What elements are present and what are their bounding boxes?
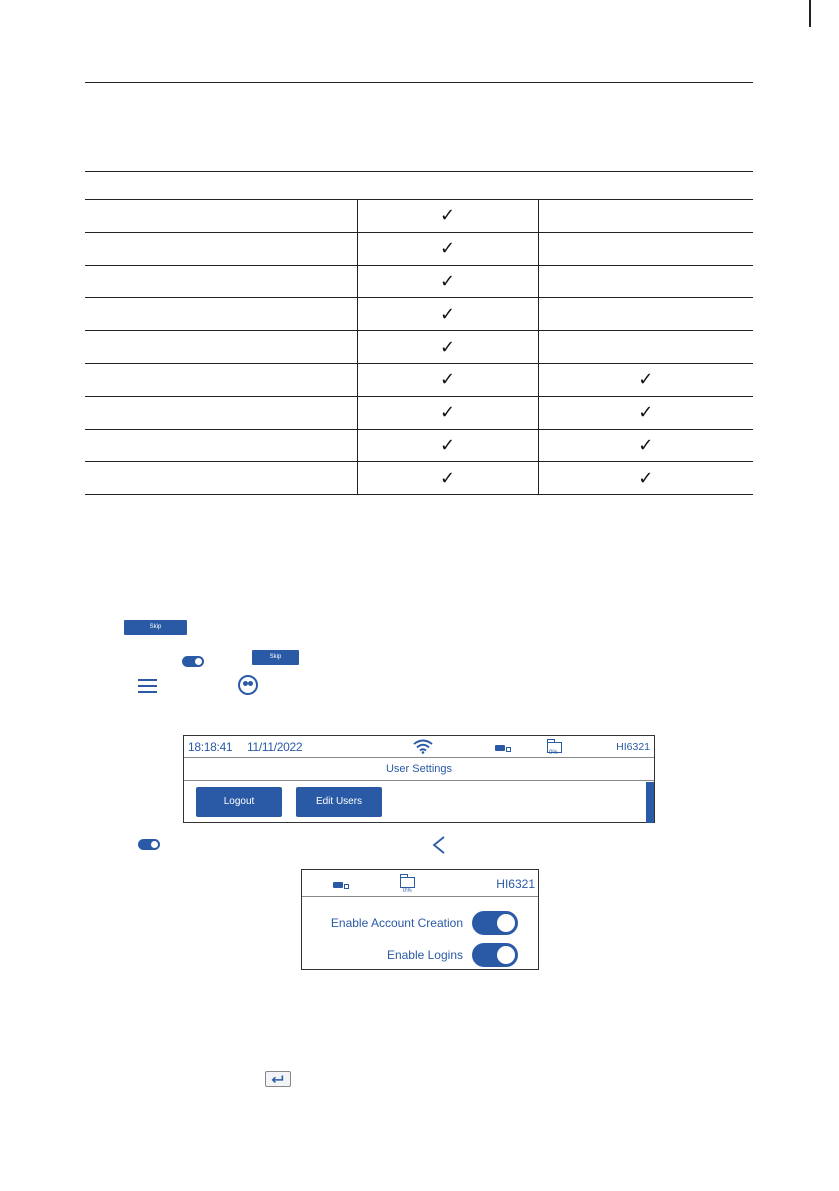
table-row bbox=[85, 232, 753, 265]
enable-account-creation-toggle[interactable] bbox=[472, 911, 518, 935]
usb-icon bbox=[333, 882, 347, 888]
table-row bbox=[85, 298, 753, 331]
enable-account-creation-row bbox=[298, 911, 518, 935]
skip-button-inline[interactable]: Skip bbox=[252, 650, 299, 665]
clock-date: 11/11/2022 bbox=[247, 740, 303, 754]
table-row bbox=[85, 396, 753, 429]
folder-icon bbox=[400, 877, 415, 888]
usb-icon bbox=[495, 745, 509, 751]
skip-button[interactable]: Skip bbox=[124, 620, 187, 635]
hamburger-menu-icon[interactable] bbox=[138, 679, 157, 693]
status-bar bbox=[184, 736, 654, 758]
device-model: HI6321 bbox=[616, 741, 650, 753]
check-mark: ✓ bbox=[439, 467, 456, 489]
storage-percent: 0% bbox=[549, 750, 558, 756]
table-row bbox=[85, 331, 753, 364]
account-options-screen bbox=[301, 869, 539, 970]
table-row bbox=[85, 462, 753, 495]
table-row bbox=[85, 200, 753, 233]
enter-key-icon[interactable] bbox=[265, 1071, 291, 1087]
screen-title: User Settings bbox=[184, 758, 654, 781]
permissions-table bbox=[85, 199, 753, 495]
check-mark: ✓ bbox=[638, 402, 654, 424]
toggle-icon-inline bbox=[138, 839, 160, 850]
wifi-icon bbox=[413, 739, 433, 754]
check-mark: ✓ bbox=[439, 303, 456, 325]
table-header-rule bbox=[85, 171, 753, 172]
enable-logins-row bbox=[298, 943, 518, 967]
table-row bbox=[85, 363, 753, 396]
check-mark: ✓ bbox=[638, 467, 654, 489]
status-bar bbox=[302, 870, 538, 897]
enable-account-creation-label: Enable Account Creation bbox=[330, 916, 463, 930]
check-mark: ✓ bbox=[638, 434, 654, 456]
clock-time: 18:18:41 bbox=[188, 740, 233, 754]
check-mark: ✓ bbox=[439, 205, 456, 227]
check-mark: ✓ bbox=[439, 369, 456, 391]
enable-logins-toggle[interactable] bbox=[472, 943, 518, 967]
check-mark: ✓ bbox=[439, 336, 456, 358]
top-rule bbox=[85, 82, 753, 83]
check-mark: ✓ bbox=[439, 270, 456, 292]
scrollbar[interactable] bbox=[646, 782, 654, 823]
storage-percent: 0% bbox=[403, 888, 412, 894]
check-mark: ✓ bbox=[638, 369, 654, 391]
users-icon[interactable] bbox=[238, 675, 258, 695]
crop-mark bbox=[809, 0, 811, 27]
toggle-icon bbox=[182, 656, 204, 667]
user-settings-screen bbox=[183, 735, 655, 823]
check-mark: ✓ bbox=[439, 434, 456, 456]
device-model: HI6321 bbox=[496, 877, 535, 891]
logout-button[interactable]: Logout bbox=[196, 787, 282, 817]
edit-users-button[interactable]: Edit Users bbox=[296, 787, 382, 817]
chevron-left-icon[interactable] bbox=[431, 836, 447, 854]
table-row bbox=[85, 265, 753, 298]
check-mark: ✓ bbox=[439, 402, 456, 424]
table-row bbox=[85, 429, 753, 462]
enable-logins-label: Enable Logins bbox=[386, 948, 463, 962]
check-mark: ✓ bbox=[439, 238, 456, 260]
